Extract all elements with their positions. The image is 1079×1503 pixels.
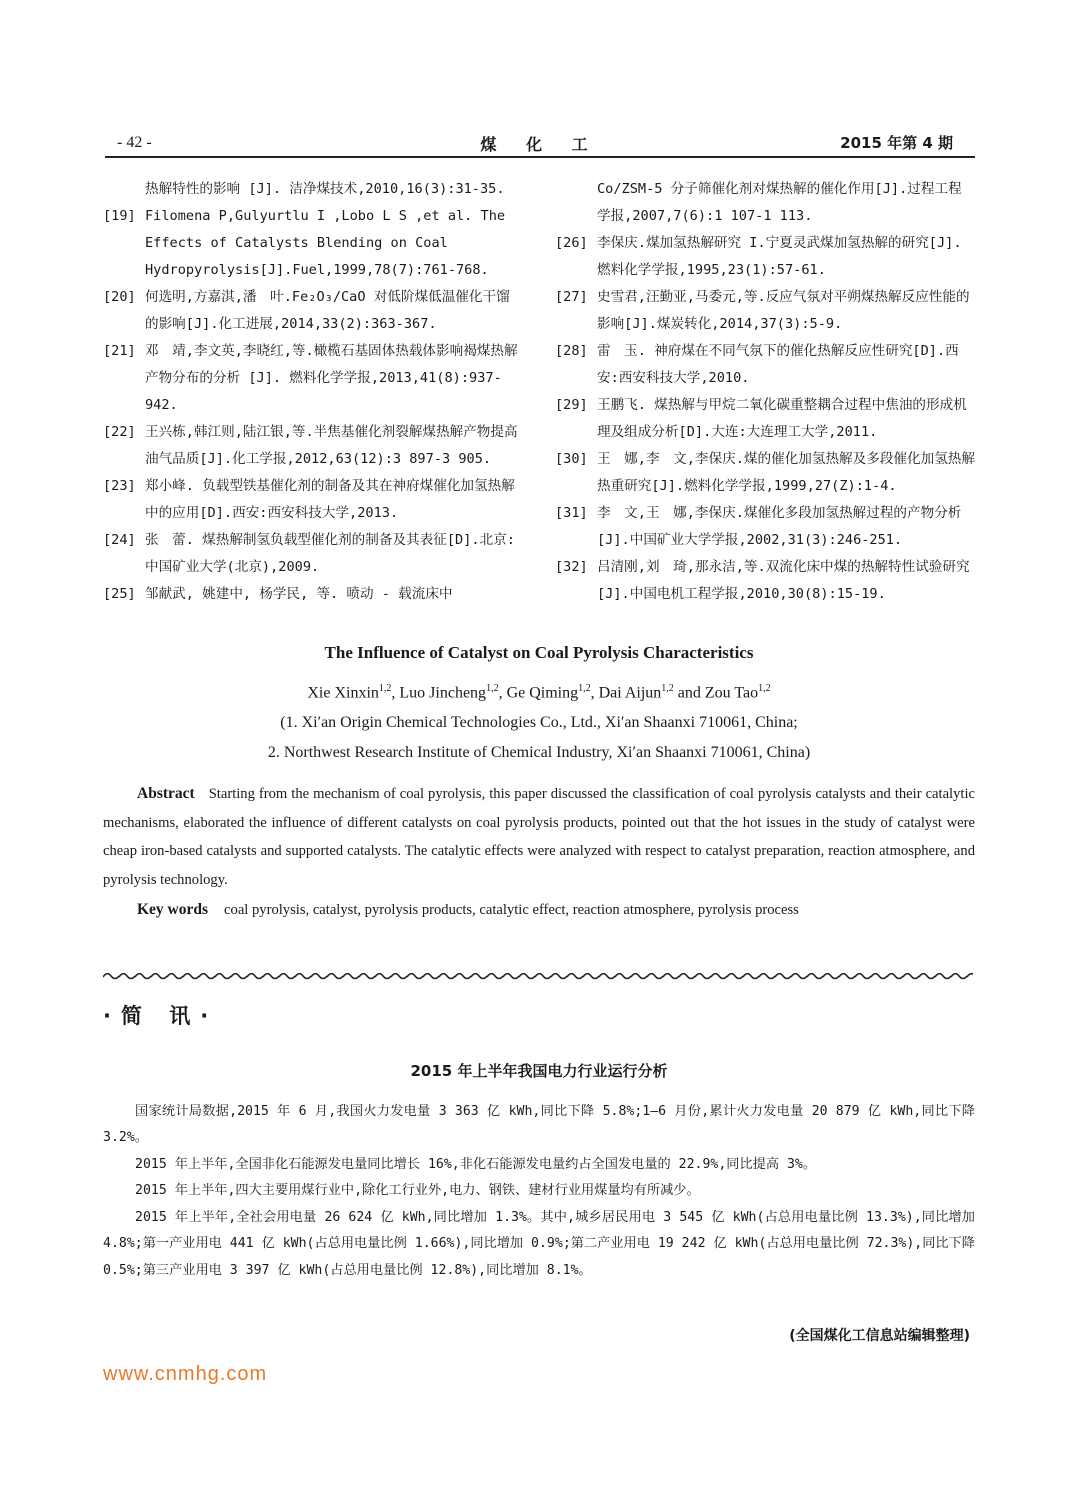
reference-item <box>555 284 975 338</box>
english-title: The Influence of Catalyst on Coal Pyrolysis Characteristics <box>324 643 754 662</box>
reference-item <box>555 338 975 392</box>
reference-text: Filomena P,Gulyurtlu I ,Lobo L S ,et al. The Effects of Catalysts Blending on Coal Hydropyrolysis[J].Fuel,1999,78(7):761-768. <box>145 208 506 278</box>
reference-item <box>555 230 975 284</box>
reference-text: 吕清刚,刘 琦,那永洁,等.双流化床中煤的热解特性试验研究[J].中国电机工程学报,2010,30(8):15-19. <box>597 559 970 602</box>
reference-number: [22] <box>103 424 136 440</box>
reference-item <box>103 581 523 608</box>
wavy-divider <box>103 969 973 983</box>
author-name: Xie Xinxin <box>307 684 379 702</box>
reference-text: 郑小峰. 负载型铁基催化剂的制备及其在神府煤催化加氢热解中的应用[D].西安:西安科技大学,2013. <box>145 478 515 521</box>
author-separator: and <box>673 684 705 702</box>
reference-number: [31] <box>555 505 588 521</box>
author-name: Dai Aijun <box>598 684 662 702</box>
reference-text: 李 文,王 娜,李保庆.煤催化多段加氢热解过程的产物分析[J].中国矿业大学学报,2002,31(3):246-251. <box>597 505 962 548</box>
reference-item <box>103 176 523 203</box>
page-number: - 42 - <box>117 134 152 151</box>
page-header <box>105 128 975 158</box>
reference-text: 王鹏飞. 煤热解与甲烷二氧化碳重整耦合过程中焦油的形成机理及组成分析[D].大连:大连理工大学,2011. <box>597 397 967 440</box>
reference-text: 李保庆.煤加氢热解研究 I.宁夏灵武煤加氢热解的研究[J].燃料化学学报,1995,23(1):57-61. <box>597 235 962 278</box>
news-paragraph: 2015 年上半年,全国非化石能源发电量同比增长 16%,非化石能源发电量约占全国发电量的 22.9%,同比提高 3%。 <box>135 1156 817 1172</box>
reference-number: [20] <box>103 289 136 305</box>
author-affiliation-mark: 1,2 <box>758 683 771 694</box>
reference-number: [19] <box>103 208 136 224</box>
reference-number: [23] <box>103 478 136 494</box>
reference-item <box>555 500 975 554</box>
author-separator: , <box>590 684 599 702</box>
reference-item <box>103 473 523 527</box>
reference-text: 史雪君,汪勤亚,马委元,等.反应气氛对平朔煤热解反应性能的影响[J].煤炭转化,2014,37(3):5-9. <box>597 289 970 332</box>
reference-text: 何选明,方嘉淇,潘 叶.Fe₂O₃/CaO 对低阶煤低温催化干馏的影响[J].化工进展,2014,33(2):363-367. <box>145 289 510 332</box>
reference-number: [29] <box>555 397 588 413</box>
reference-item <box>103 203 523 284</box>
author-affiliation-mark: 1,2 <box>486 683 499 694</box>
news-body <box>103 1099 975 1285</box>
references-right-column <box>555 176 975 608</box>
author-name: Zou Tao <box>704 684 759 702</box>
keywords-label: Key words <box>137 901 209 919</box>
abstract-text: Starting from the mechanism of coal pyrolysis, this paper discussed the classification of coal pyrolysis catalysts and their catalytic mechanisms, elaborated the influence of different catalysts on coal pyrolysis products, pointed out that the hot issues in the study of catalyst were cheap iron-based catalysts and supported catalysts. The catalytic effects were analyzed with respect to catalyst preparation, reaction atmosphere, and pyrolysis technology. <box>103 786 975 888</box>
reference-text: 张 蕾. 煤热解制氢负载型催化剂的制备及其表征[D].北京:中国矿业大学(北京),2009. <box>145 532 515 575</box>
reference-item <box>103 419 523 473</box>
reference-text: 王 娜,李 文,李保庆.煤的催化加氢热解及多段催化加氢热解热重研究[J].燃料化学学报,1999,27(Z):1-4. <box>597 451 975 494</box>
section-heading: ·简 讯· <box>103 1003 219 1028</box>
reference-number: [30] <box>555 451 588 467</box>
keywords <box>103 896 975 925</box>
reference-number: [27] <box>555 289 588 305</box>
keywords-text: coal pyrolysis, catalyst, pyrolysis products, catalytic effect, reaction atmosphere, pyrolysis process <box>224 902 799 919</box>
author-name: Ge Qiming <box>506 684 579 702</box>
reference-number: [28] <box>555 343 588 359</box>
author-separator: , <box>391 684 400 702</box>
affiliation-2: 2. Northwest Research Institute of Chemical Industry, Xi′an Shaanxi 710061, China) <box>267 744 811 762</box>
reference-number: [24] <box>103 532 136 548</box>
reference-text: 王兴栋,韩江则,陆江银,等.半焦基催化剂裂解煤热解产物提高油气品质[J].化工学报,2012,63(12):3 897-3 905. <box>145 424 518 467</box>
reference-text: 邓 靖,李文英,李晓红,等.橄榄石基固体热载体影响褐煤热解产物分布的分析 [J]. 燃料化学学报,2013,41(8):937-942. <box>145 343 518 413</box>
page-body <box>103 176 975 1386</box>
references-left-column <box>103 176 523 608</box>
reference-text: 热解特性的影响 [J]. 洁净煤技术,2010,16(3):31-35. <box>145 181 505 197</box>
news-title: 2015 年上半年我国电力行业运行分析 <box>410 1061 668 1080</box>
author-affiliation-mark: 1,2 <box>378 683 392 694</box>
watermark: www.cnmhg.com <box>103 1363 268 1386</box>
issue-label: 2015 年第 4 期 <box>840 134 953 152</box>
reference-number: [32] <box>555 559 588 575</box>
reference-text: Co/ZSM-5 分子筛催化剂对煤热解的催化作用[J].过程工程学报,2007,7(6):1 107-1 113. <box>597 181 962 224</box>
author-affiliation-mark: 1,2 <box>661 683 674 694</box>
reference-item <box>103 527 523 581</box>
references <box>103 176 975 608</box>
reference-item <box>555 392 975 446</box>
author-list <box>103 674 975 708</box>
reference-number: [21] <box>103 343 136 359</box>
abstract <box>103 780 975 894</box>
reference-item <box>555 554 975 608</box>
news-credit: (全国煤化工信息站编辑整理) <box>789 1328 970 1345</box>
news-paragraph: 2015 年上半年,四大主要用煤行业中,除化工行业外,电力、钢铁、建材行业用煤量均有所减少。 <box>135 1183 700 1199</box>
reference-text: 邹献武, 姚建中, 杨学民, 等. 喷动 - 载流床中 <box>145 586 453 602</box>
affiliation-1: (1. Xi′an Origin Chemical Technologies Co., Ltd., Xi′an Shaanxi 710061, China; <box>280 714 798 732</box>
reference-item <box>555 446 975 500</box>
author-separator: , <box>498 684 507 702</box>
reference-item <box>555 176 975 230</box>
journal-name: 煤 化 工 <box>480 135 600 154</box>
abstract-label: Abstract <box>137 785 195 803</box>
author-name: Luo Jincheng <box>399 684 487 702</box>
reference-number: [26] <box>555 235 588 251</box>
author-affiliation-mark: 1,2 <box>578 683 591 694</box>
reference-item <box>103 284 523 338</box>
reference-text: 雷 玉. 神府煤在不同气氛下的催化热解反应性研究[D].西安:西安科技大学,2010. <box>597 343 959 386</box>
news-paragraph: 国家统计局数据,2015 年 6 月,我国火力发电量 3 363 亿 kWh,同比下降 5.8%;1—6 月份,累计火力发电量 20 879 亿 kWh,同比下降 3.2%。 <box>103 1103 975 1146</box>
news-paragraph: 2015 年上半年,全社会用电量 26 624 亿 kWh,同比增加 1.3%。其中,城乡居民用电 3 545 亿 kWh(占总用电量比例 13.3%),同比增加 4.8%;第一产业用电 441 亿 kWh(占总用电量比例 1.66%),同比增加 0.9%;第二产业用电 19 242 亿 kWh(占总用电量比例 72.3%),同比下降 0.5%;第三产业用电 3 397 亿 kWh(占总用电量比例 12.8%),同比增加 8.1%。 <box>103 1209 975 1278</box>
reference-item <box>103 338 523 419</box>
reference-number: [25] <box>103 586 136 602</box>
